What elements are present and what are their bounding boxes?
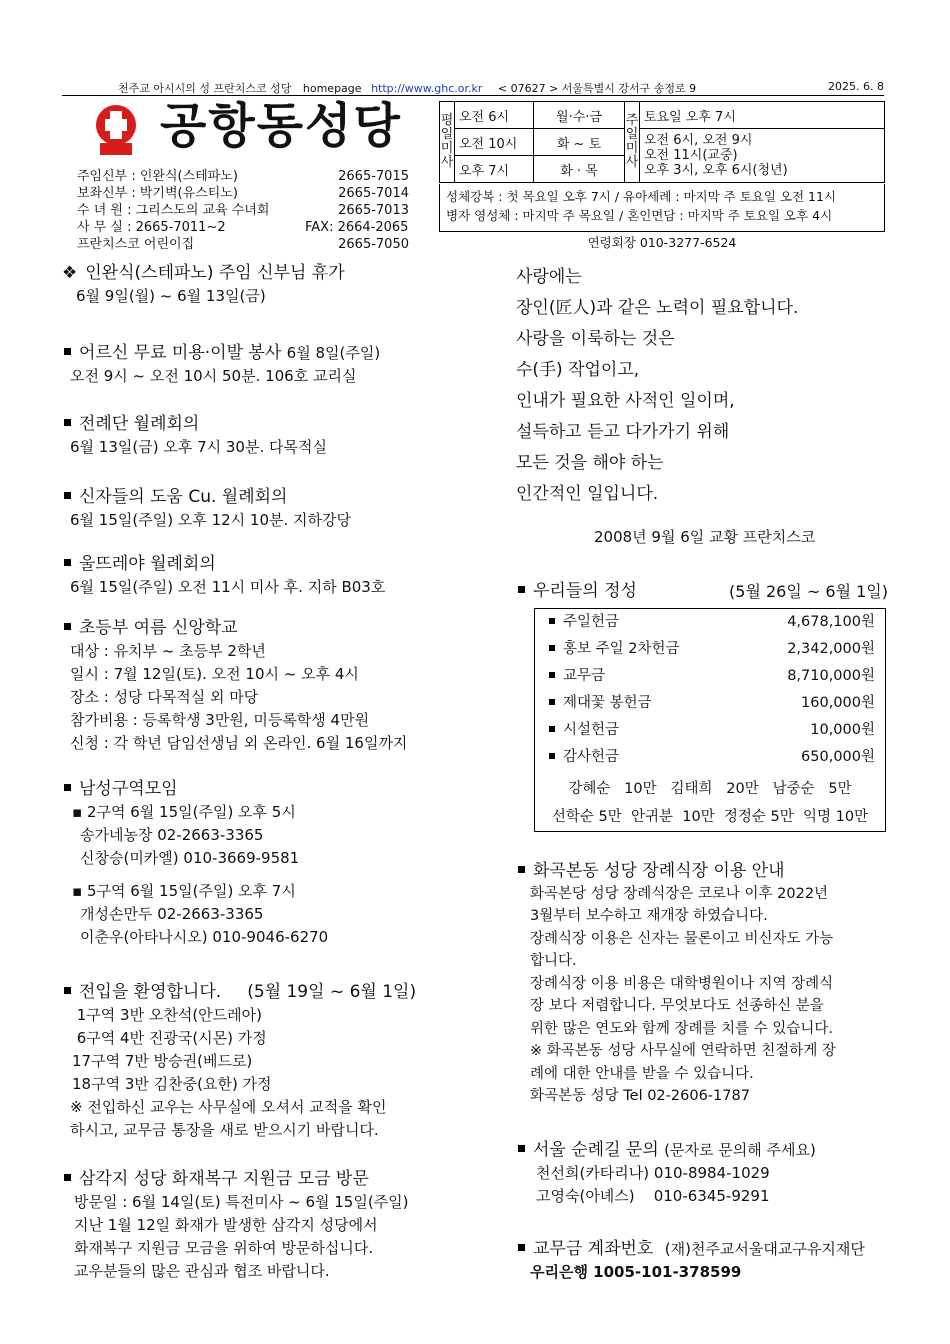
bullet-icon [64, 492, 71, 499]
offering-header: 우리들의 정성 (5월 26일 ~ 6월 1일) [516, 580, 888, 603]
notice-samgak: 삼각지 성당 화재복구 지원금 모금 방문 방문일 : 6월 14일(토) 특전미사 ~ 6월 15일(주일) 지난 1월 12일 화재가 발생한 삼각지 성당에서 화재복구 지원금 모금을 위하여 방문하십니다. 교우분들의 많은 관심과 협조 바랍니다. [62, 1168, 409, 1283]
funeral-contact: 연령회장 010-3277-6524 [587, 235, 737, 250]
bullet-icon [64, 623, 71, 630]
quote-source: 2008년 9월 6일 교황 프란치스코 [594, 528, 816, 546]
page-title: 공항동성당 [160, 98, 402, 154]
sacrament-info: 성체강복 : 첫 목요일 오후 7시 / 유아세례 : 마지막 주 토요일 오전 11시 병자 영성체 : 마지막 주 목요일 / 혼인면담 : 마지막 주 토요일 오후 4시 [439, 184, 885, 232]
bullet-icon [64, 348, 71, 355]
bullet-icon [64, 1174, 71, 1181]
notice-welcome: 전입을 환영합니다. (5월 19일 ~ 6월 1일) 1구역 3반 오찬석(안드레아) 6구역 4반 진광국(시몬) 가정 17구역 7반 방승권(베드로) 18구역 3반 김찬중(요한) 가정 ※ 전입하신 교우는 사무실에 오셔서 교적을 확인 하시고, 교무금 통장을 새로 받으시기 바랍니다. [62, 981, 416, 1142]
offering-row: 감사헌금 650,000원 [535, 744, 885, 771]
pope-quote: 사랑에는 장인(匠人)과 같은 노력이 필요합니다. 사랑을 이룩하는 것은 수(手) 작업이고, 인내가 필요한 사적인 일이며, 설득하고 듣고 다가가기 위해 모든 것을 해야 하는 인간적인 일입니다. [516, 267, 799, 504]
staff-row: 주임신부 : 인완식(스테파노) 2665-7015 [77, 169, 409, 184]
notice-school: 초등부 여름 신앙학교 대상 : 유치부 ~ 초등부 2학년 일시 : 7월 12일(토). 오전 10시 ~ 오후 4시 장소 : 성당 다목적실 외 마당 참가비용 : 등록학생 3만원, 미등록학생 4만원 신청 : 각 학년 담임선생님 외 온라인. 6월 16일까지 [62, 617, 407, 755]
address: < 07627 > 서울특별시 강서구 송정로 9 [497, 82, 697, 95]
bulletin-date: 2025. 6. 8 [828, 80, 884, 93]
donor-line: 강혜순 10만 김태희 20만 남중순 5만 [568, 781, 852, 797]
staff-row: 보좌신부 : 박기벽(유스티노) 2665-7014 [77, 186, 409, 201]
weekday-mass-label: 평 일 미 사 [440, 102, 455, 183]
donor-line: 선학순 5만 안귀분 10만 정정순 5만 익명 10만 [551, 809, 869, 825]
parish-logo-icon [94, 103, 138, 157]
parish-subtitle: 천주교 아시시의 성 프란치스코 성당 [118, 82, 292, 95]
staff-row: 프란치스코 어린이집 2665-7050 [77, 237, 409, 252]
homepage-label: homepage [302, 82, 362, 95]
sunday-mass-times: 오전 6시, 오전 9시 오전 11시(교중) 오후 3시, 오후 6시(청년) [640, 129, 885, 183]
bullet-icon [64, 987, 71, 994]
staff-row: 사 무 실 : 2665-7011~2 FAX: 2664-2065 [77, 220, 409, 235]
notice-funeral: 화곡본동 성당 장례식장 이용 안내 화곡본당 성당 장례식장은 코로나 이후 2022년 3월부터 보수하고 재개장 하였습니다. 장례식장 이용은 신자는 물론이고 비신자도 가능 합니다. 장례식장 이용 비용은 대학병원이나 지역 장례식 장 보다 저렴합니다. 무엇보다도 선종하신 분을 위한 많은 연도와 함께 장례를 치를 수 있습니다. ※ 화곡본동 성당 사무실에 연락하면 친절하게 장 례에 대한 안내를 받을 수 있습니다. 화곡본동 성당 Tel 02-2606-1787 [516, 860, 888, 1108]
bullet-icon [518, 1244, 525, 1251]
bullet-icon [518, 586, 525, 593]
notice-beauty: 어르신 무료 미용·이발 봉사 6월 8일(주일) 오전 9시 ~ 오전 10시 50분. 106호 교리실 [62, 342, 380, 388]
mass-schedule: 평 일 미 사 오전 6시 월·수·금 주 일 미 사 토요일 오후 7시 오전 10시 화 ~ 토 오전 6시, 오전 9시 오전 11시(교중) 오후 3시, 오후 6시(청년) 오후 7시 화 · 목 성체강복 : 첫 목요일 오후 7시 / 유아세례 : 마지막 주 토요일 오전 11시 병자 영성체 : 마지막 주 목요일 / 혼인면담 : 마지막 주 토요일 오후 4시 연령회장 010-3277-6524 [439, 101, 885, 248]
offering-row: 주일헌금 4,678,100원 [535, 609, 885, 636]
bullet-icon [64, 419, 71, 426]
sunday-mass-label: 주 일 미 사 [625, 102, 640, 183]
bullet-icon [518, 1145, 525, 1152]
notice-men: 남성구역모임 ▪ 2구역 6월 15일(주일) 오후 5시 송가네농장 02-2663-3365 신창승(미카엘) 010-3669-9581 ▪ 5구역 6월 15일(주일) 오후 7시 개성손만두 02-2663-3365 이춘우(아타나시오) 010-9046-6270 [62, 778, 328, 949]
offering-table [534, 608, 886, 832]
notice-helpers: 신자들의 도움 Cu. 월례회의 6월 15일(주일) 오후 12시 10분. 지하강당 [62, 486, 351, 532]
bullet-icon [64, 559, 71, 566]
notice-ultreya: 울뜨레야 월례회의 6월 15일(주일) 오전 11시 미사 후. 지하 B03호 [62, 553, 385, 599]
offering-row: 홍보 주일 2차헌금 2,342,000원 [535, 636, 885, 663]
staff-list [77, 168, 417, 253]
notice-vacation: ❖ 인완식(스테파노) 주임 신부님 휴가 6월 9일(월) ~ 6월 13일(금) [62, 263, 345, 305]
notice-account: 교무금 계좌번호 (재)천주교서울대교구유지재단 우리은행 1005-101-378599 [516, 1238, 865, 1284]
bullet-icon [64, 784, 71, 791]
staff-row: 수 녀 원 : 그리스도의 교육 수녀회 2665-7013 [77, 203, 409, 218]
bullet-icon [518, 866, 525, 873]
header-line [62, 80, 884, 96]
offering-row: 시설헌금 10,000원 [535, 717, 885, 744]
saturday-mass: 토요일 오후 7시 [640, 102, 885, 129]
homepage-link[interactable]: http://www.ghc.or.kr [371, 82, 483, 95]
diamond-icon: ❖ [62, 263, 78, 283]
offering-row: 교무금 8,710,000원 [535, 663, 885, 690]
notice-pilgrim: 서울 순례길 문의 (문자로 문의해 주세요) 천선희(카타리나) 010-8984-1029 고영숙(아녜스) 010-6345-9291 [516, 1139, 816, 1208]
offering-row: 제대꽃 봉헌금 160,000원 [535, 690, 885, 717]
notice-liturgy: 전례단 월례회의 6월 13일(금) 오후 7시 30분. 다목적실 [62, 413, 327, 459]
